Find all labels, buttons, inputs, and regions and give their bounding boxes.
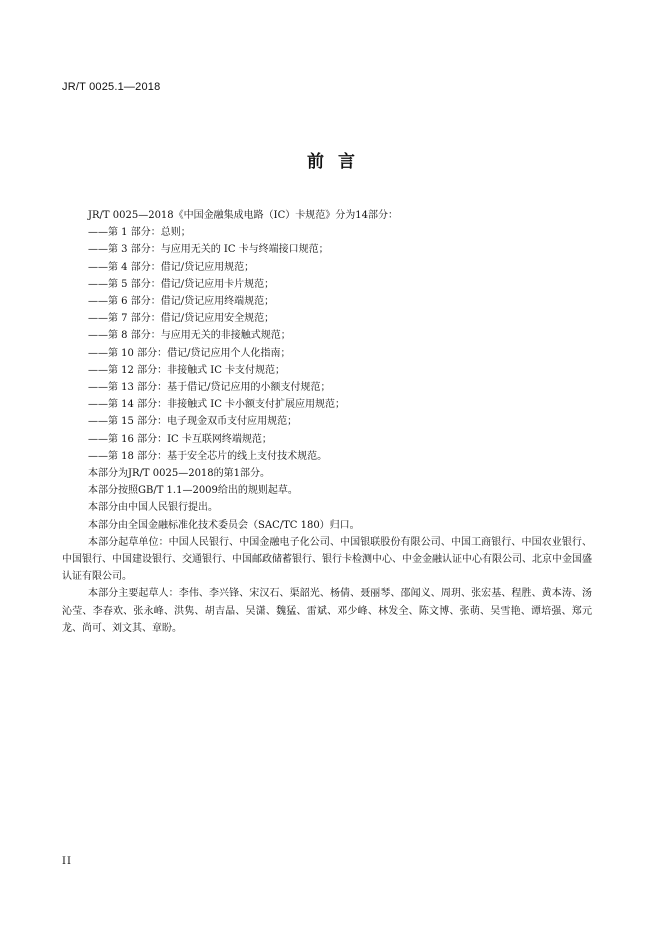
drafting-units-paragraph: 本部分起草单位：中国人民银行、中国金融电子化公司、中国银联股份有限公司、中国工商银行、中国农业银行、中国银行、中国建设银行、交通银行、中国邮政储蓄银行、银行卡检测中心、中金金融认证中心有限公司、北京中金国盛认证有限公司。: [62, 536, 592, 583]
parts-list: [62, 224, 592, 465]
part-list-item: ——第 18 部分：基于安全芯片的线上支付技术规范。: [88, 450, 328, 462]
part-list-item: ——第 16 部分：IC 卡互联网终端规范；: [88, 433, 272, 445]
page-number: II: [62, 856, 72, 867]
drafters-paragraph: 本部分主要起草人：李伟、李兴锋、宋汉石、渠韶光、杨倩、聂丽琴、邵闻义、周玥、张宏基、程胜、黄本涛、汤沁莹、李春欢、张永峰、洪隽、胡吉晶、吴潇、魏猛、雷斌、邓少峰、林发全、陈文博、张萌、吴雪艳、谭培强、郑元龙、尚可、刘文其、章盼。: [62, 588, 592, 634]
drafting-rules-paragraph: 本部分按照GB/T 1.1—2009给出的规则起草。: [88, 485, 298, 497]
part-list-item: ——第 12 部分：非接触式 IC 卡支付规范；: [88, 364, 286, 376]
part-statement-paragraph: 本部分为JR/T 0025—2018的第1部分。: [88, 468, 271, 480]
part-list-item: ——第 7 部分：借记/贷记应用安全规范；: [88, 313, 275, 325]
part-list-item: ——第 14 部分：非接触式 IC 卡小额支付扩展应用规范；: [88, 399, 346, 411]
document-body: [62, 207, 592, 637]
part-list-item: ——第 8 部分：与应用无关的非接触式规范；: [88, 330, 291, 342]
intro-paragraph: JR/T 0025—2018《中国金融集成电路（IC）卡规范》分为14部分：: [88, 210, 398, 221]
part-list-item: ——第 6 部分：借记/贷记应用终端规范；: [88, 296, 275, 308]
part-list-item: ——第 15 部分：电子现金双币支付应用规范；: [88, 416, 298, 428]
proposer-paragraph: 本部分由中国人民银行提出。: [88, 502, 218, 514]
part-list-item: ——第 3 部分：与应用无关的 IC 卡与终端接口规范；: [88, 244, 329, 256]
page-title: 前言: [307, 152, 369, 172]
part-list-item: ——第 4 部分：借记/贷记应用规范；: [88, 261, 255, 273]
part-list-item: ——第 10 部分：借记/贷记应用个人化指南；: [88, 347, 291, 359]
document-code-header: JR/T 0025.1—2018: [62, 81, 161, 93]
committee-paragraph: 本部分由全国金融标准化技术委员会（SAC/TC 180）归口。: [88, 519, 360, 531]
part-list-item: ——第 5 部分：借记/贷记应用卡片规范；: [88, 278, 275, 290]
part-list-item: ——第 13 部分：基于借记/贷记应用的小额支付规范；: [88, 382, 331, 394]
part-list-item: ——第 1 部分：总则；: [88, 227, 191, 239]
